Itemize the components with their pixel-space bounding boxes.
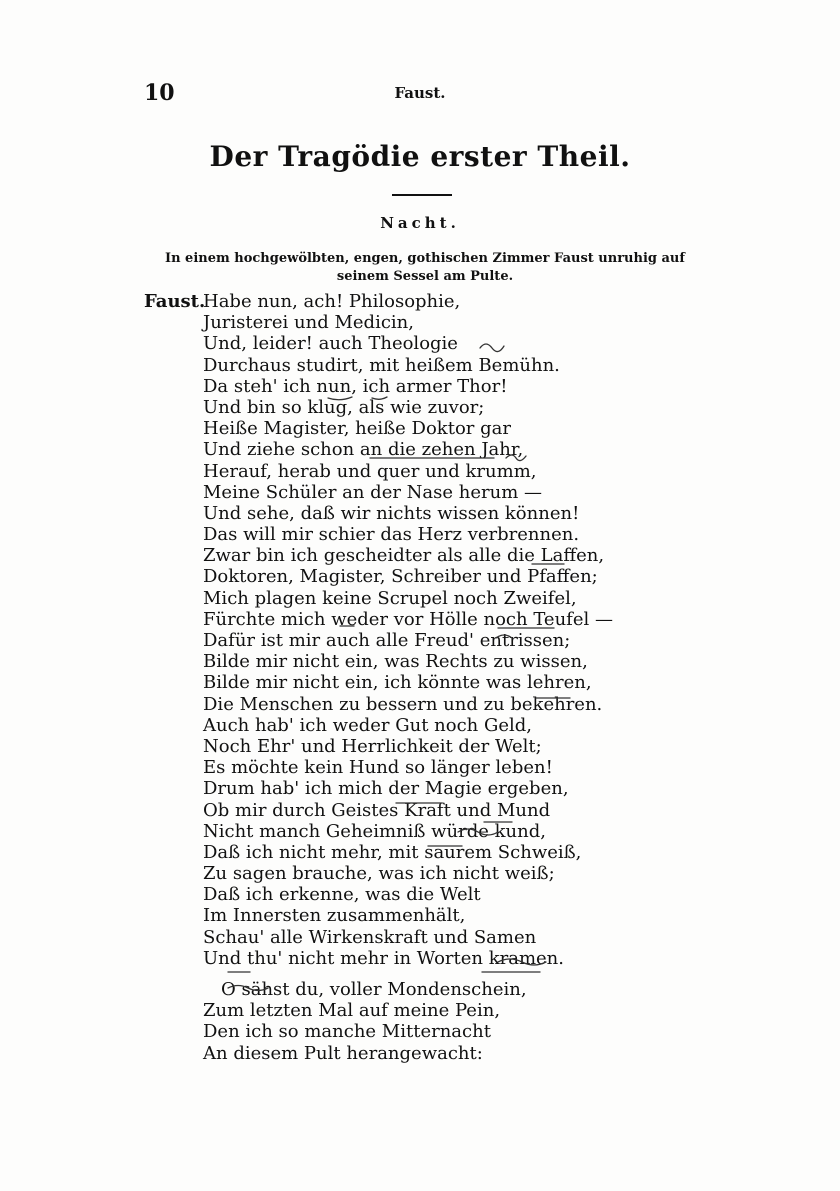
verse-line: Auch hab' ich weder Gut noch Geld, — [203, 714, 533, 736]
verse-line: Dafür ist mir auch alle Freud' entrissen; — [203, 630, 571, 651]
verse-line: Es möchte kein Hund so länger leben! — [203, 757, 553, 779]
verse-line: Daß ich erkenne, was die Welt — [203, 884, 481, 906]
verse-line: Und sehe, daß wir nichts wissen können! — [203, 502, 580, 524]
verse-line: Zu sagen brauche, was ich nicht weiß; — [203, 863, 555, 885]
verse-line: Meine Schüler an der Nase herum — — [203, 481, 543, 503]
title-rule — [392, 194, 452, 196]
verse-line: Und thu' nicht mehr in Worten kramen. — [203, 947, 564, 969]
verse-line: Daß ich nicht mehr, mit saurem Schweiß, — [203, 841, 582, 863]
verse-line: Und ziehe schon an die zehen Jahr, — [203, 439, 524, 461]
verse-line: Herauf, herab und quer und krumm, — [203, 460, 537, 482]
verse-line: Das will mir schier das Herz verbrennen. — [203, 524, 580, 546]
stage-direction: In einem hochgewölbten, engen, gothischen Zimmer Faust unruhig auf seinem Sessel am Pulte. — [165, 251, 685, 284]
verse-line: Zum letzten Mal auf meine Pein, — [203, 1000, 501, 1022]
running-header: Faust. — [394, 84, 446, 102]
verse-line: O sähst du, voller Mondenschein, — [221, 979, 527, 1000]
verse-line: Bilde mir nicht ein, was Rechts zu wissen, — [203, 651, 588, 673]
verse-line: Durchaus studirt, mit heißem Bemühn. — [203, 354, 560, 376]
verse-line: Bilde mir nicht ein, ich könnte was lehren, — [203, 672, 592, 694]
verse-line: Nicht manch Geheimniß würde kund, — [203, 820, 546, 842]
verse-line: Ob mir durch Geistes Kraft und Mund — [203, 799, 551, 821]
scene-heading: Nacht. — [380, 214, 460, 232]
verse-line: Fürchte mich weder vor Hölle noch Teufel — — [203, 608, 613, 630]
verse-line: An diesem Pult herangewacht: — [203, 1042, 483, 1064]
verse-block — [203, 291, 623, 1064]
verse-line: Mich plagen keine Scrupel noch Zweifel, — [203, 587, 577, 609]
verse-line: Die Menschen zu bessern und zu bekehren. — [203, 693, 603, 715]
verse-line: Zwar bin ich gescheidter als alle die Laffen, — [203, 545, 605, 567]
verse-line: Juristerei und Medicin, — [203, 312, 414, 334]
verse-line: Noch Ehr' und Herrlichkeit der Welt; — [203, 735, 542, 757]
verse-line: Den ich so manche Mitternacht — [203, 1021, 491, 1043]
verse-line: Habe nun, ach! Philosophie, — [203, 291, 461, 312]
verse-line: Drum hab' ich mich der Magie ergeben, — [203, 778, 569, 800]
verse-line: Und bin so klug, als wie zuvor; — [203, 396, 485, 418]
verse-line: Und, leider! auch Theologie — [203, 333, 458, 355]
speaker-label: Faust. — [144, 291, 206, 312]
page-number: 10 — [144, 80, 175, 106]
verse-line: Heiße Magister, heiße Doktor gar — [203, 418, 511, 440]
verse-line: Doktoren, Magister, Schreiber und Pfaffen; — [203, 566, 598, 588]
verse-line: Da steh' ich nun, ich armer Thor! — [203, 375, 508, 397]
verse-line: Schau' alle Wirkenskraft und Samen — [203, 926, 537, 948]
verse-line: Im Innersten zusammenhält, — [203, 905, 466, 927]
page-title: Der Tragödie erster Theil. — [209, 140, 631, 173]
